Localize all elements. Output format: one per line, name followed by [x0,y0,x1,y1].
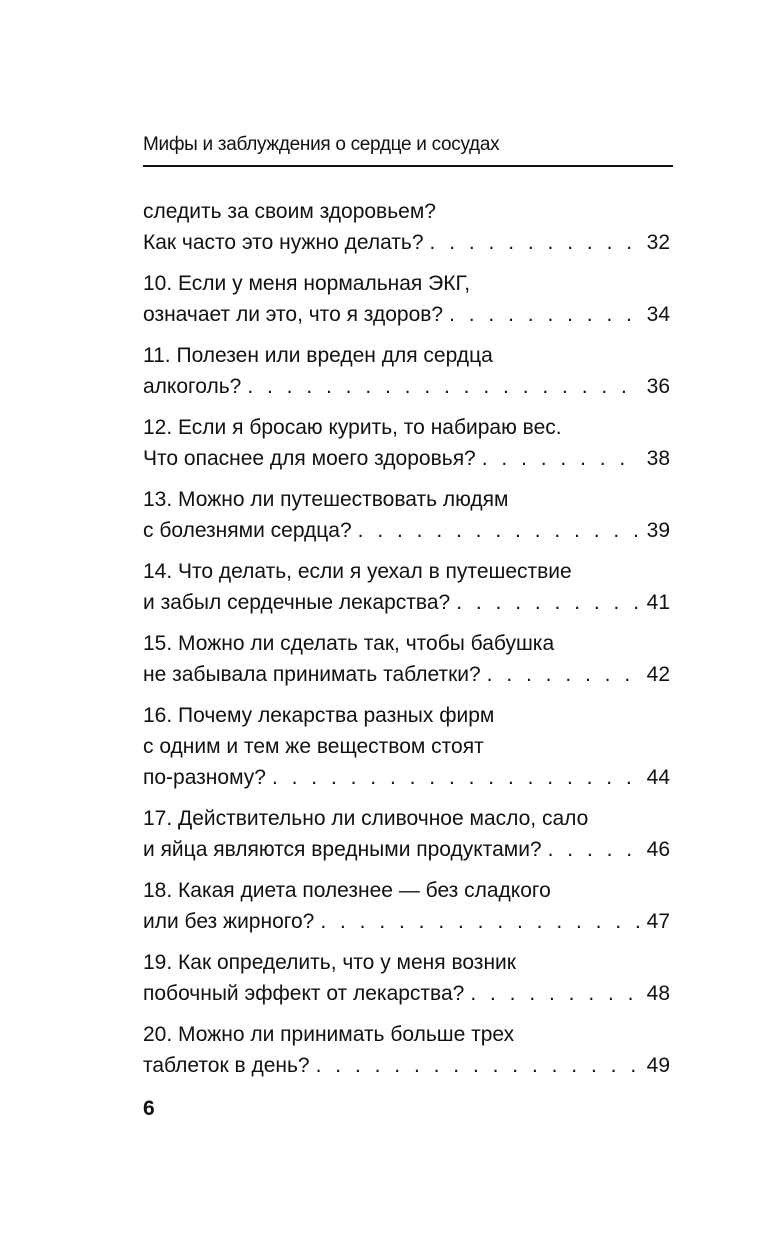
dot-leader [320,906,640,937]
toc-entry-line: следить за своим здоровьем? [143,200,436,223]
toc-page-number: 41 [646,591,670,614]
toc-entry [143,700,670,793]
toc-page-number: 38 [646,447,670,470]
dot-leader [272,762,641,793]
toc-entry-title: означает ли это, что я здоров? [143,303,444,326]
toc-page-number: 34 [646,303,670,326]
running-header: Мифы и заблуждения о сердце и сосудах [143,134,673,167]
toc-entry-title: по-разному? [143,766,266,789]
toc-entry [143,628,670,690]
toc-entry-title: Как часто это нужно делать? [143,231,424,254]
toc-entry [143,268,670,330]
toc-page-number: 46 [646,838,670,861]
toc-entry-title: или без жирного? [143,910,315,933]
dot-leader [482,443,641,474]
toc-entry-last-line [143,443,670,474]
toc-entry [143,556,670,618]
toc-page-number: 47 [646,910,670,933]
toc-entry-line: 14. Что делать, если я уехал в путешествие [143,560,572,583]
toc-entry-line: 18. Какая диета полезнее — без сладкого [143,879,551,902]
toc-entry-line: 15. Можно ли сделать так, чтобы бабушка [143,632,555,655]
toc-entry-last-line [143,515,670,546]
toc-entry-line: 16. Почему лекарства разных фирм [143,704,495,727]
page-number: 6 [143,1097,155,1120]
table-of-contents [143,196,670,1091]
toc-entry [143,803,670,865]
toc-entry-line: 17. Действительно ли сливочное масло, сало [143,807,589,830]
toc-entry-line: 10. Если у меня нормальная ЭКГ, [143,272,471,295]
dot-leader [456,587,640,618]
toc-entry-last-line [143,371,670,402]
toc-entry-title: и забыл сердечные лекарства? [143,591,451,614]
toc-entry-last-line [143,659,670,690]
toc-page-number: 42 [646,663,670,686]
toc-page-number: 44 [646,766,670,789]
toc-page-number: 48 [646,982,670,1005]
toc-entry-last-line [143,834,670,865]
toc-entry [143,1019,670,1081]
toc-page-number: 32 [646,231,670,254]
toc-entry-title: не забывала принимать таблетки? [143,663,481,686]
toc-entry [143,947,670,1009]
dot-leader [487,659,641,690]
dot-leader [316,1050,641,1081]
toc-entry-line: 12. Если я бросаю курить, то набираю вес. [143,416,562,439]
toc-entry [143,412,670,474]
toc-entry-line: 11. Полезен или вреден для сердца [143,344,493,367]
dot-leader [449,299,641,330]
toc-entry-last-line [143,299,670,330]
toc-entry-last-line [143,762,670,793]
toc-entry-last-line [143,978,670,1009]
toc-page-number: 39 [646,519,670,542]
toc-entry-title: и яйца являются вредными продуктами? [143,838,542,861]
toc-entry-line: с одним и тем же веществом стоят [143,735,484,758]
dot-leader [548,834,641,865]
toc-entry-title: алкоголь? [143,375,242,398]
toc-page-number: 49 [646,1054,670,1077]
dot-leader [247,371,640,402]
toc-entry [143,340,670,402]
toc-entry-title: побочный эффект от лекарства? [143,982,465,1005]
toc-entry [143,875,670,937]
toc-entry-line: 13. Можно ли путешествовать людям [143,488,509,511]
toc-entry-last-line [143,227,670,258]
toc-entry-line: 20. Можно ли принимать больше трех [143,1023,515,1046]
toc-entry-last-line [143,1050,670,1081]
dot-leader [470,978,640,1009]
dot-leader [358,515,641,546]
toc-entry-last-line [143,587,670,618]
toc-entry-last-line [143,906,670,937]
toc-entry [143,484,670,546]
toc-entry-line: 19. Как определить, что у меня возник [143,951,516,974]
dot-leader [430,227,641,258]
toc-entry [143,196,670,258]
toc-entry-title: таблеток в день? [143,1054,310,1077]
toc-entry-title: Что опаснее для моего здоровья? [143,447,476,470]
toc-page-number: 36 [646,375,670,398]
toc-entry-title: с болезнями сердца? [143,519,352,542]
